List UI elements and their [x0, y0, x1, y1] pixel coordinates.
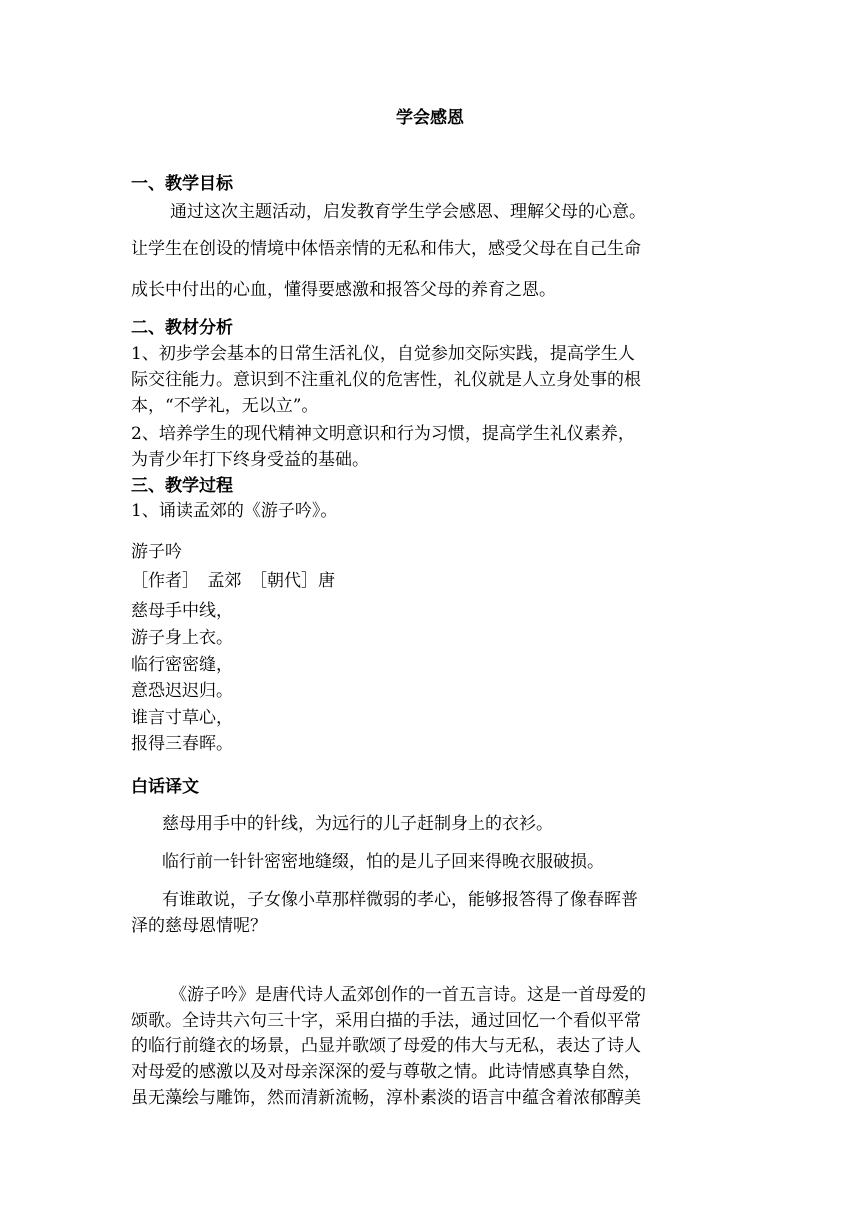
- analysis-line-2: 际交往能力。意识到不注重礼仪的危害性，礼仪就是人立身处事的根: [131, 370, 641, 390]
- translation-paragraph-1: 慈母用手中的针线，为远行的儿子赶制身上的衣衫。: [162, 814, 553, 834]
- translation-heading: 白话译文: [131, 777, 199, 797]
- process-item-1: 1、诵读孟郊的《游子吟》。: [131, 501, 338, 521]
- commentary-line-4: 对母爱的感激以及对母亲深深的爱与尊敬之情。此诗情感真挚自然，: [131, 1062, 641, 1082]
- poem-line: 临行密密缝，: [131, 655, 233, 675]
- analysis-line-3: 本，“不学礼，无以立”。: [131, 396, 319, 416]
- section-heading-analysis: 二、教材分析: [131, 318, 233, 338]
- poem-title: 游子吟: [131, 542, 182, 562]
- poem-line: 报得三春晖。: [131, 734, 233, 754]
- commentary-line-5: 虽无藻绘与雕饰，然而清新流畅，淳朴素淡的语言中蕴含着浓郁醇美: [131, 1088, 641, 1108]
- commentary-line-3: 的临行前缝衣的场景，凸显并歌颂了母爱的伟大与无私，表达了诗人: [131, 1036, 641, 1056]
- translation-paragraph-3-line-2: 泽的慈母恩情呢？: [131, 916, 267, 936]
- section-heading-process: 三、教学过程: [131, 476, 233, 496]
- goal-line-2: 让学生在创设的情境中体悟亲情的无私和伟大，感受父母在自己生命: [131, 239, 641, 259]
- poem-line: 谁言寸草心，: [131, 708, 233, 728]
- poem-line: 游子身上衣。: [131, 628, 233, 648]
- document-title: 学会感恩: [396, 108, 464, 128]
- goal-line-1: 通过这次主题活动，启发教育学生学会感恩、理解父母的心意。: [170, 202, 646, 222]
- commentary-line-1: 《游子吟》是唐代诗人孟郊创作的一首五言诗。这是一首母爱的: [170, 985, 646, 1005]
- poem-line: 意恐迟迟归。: [131, 681, 233, 701]
- analysis-line-5: 为青少年打下终身受益的基础。: [131, 450, 369, 470]
- poem-line: 慈母手中线，: [131, 601, 233, 621]
- commentary-line-2: 颂歌。全诗共六句三十字，采用白描的手法，通过回忆一个看似平常: [131, 1011, 641, 1031]
- translation-paragraph-2: 临行前一针针密密地缝缀，怕的是儿子回来得晚衣服破损。: [162, 852, 604, 872]
- goal-line-3: 成长中付出的心血，懂得要感激和报答父母的养育之恩。: [131, 280, 556, 300]
- section-heading-goal: 一、教学目标: [131, 174, 233, 194]
- analysis-line-1: 1、初步学会基本的日常生活礼仪，自觉参加交际实践，提高学生人: [131, 344, 635, 364]
- poem-meta: ［作者］ 孟郊 ［朝代］唐: [131, 571, 335, 591]
- translation-paragraph-3-line-1: 有谁敢说，子女像小草那样微弱的孝心，能够报答得了像春晖普: [162, 890, 638, 910]
- analysis-line-4: 2、培养学生的现代精神文明意识和行为习惯，提高学生礼仪素养，: [131, 424, 635, 444]
